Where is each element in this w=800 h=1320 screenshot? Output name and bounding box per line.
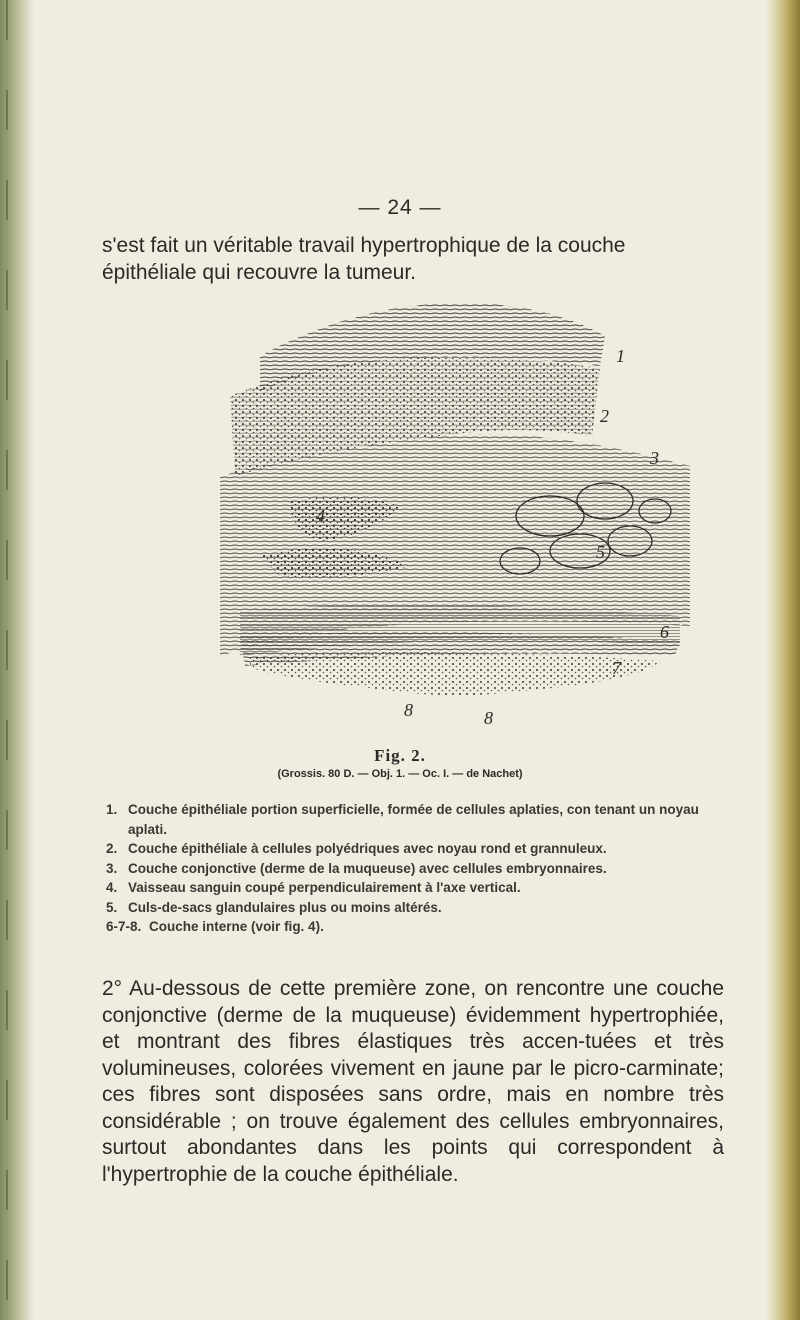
histology-figure — [220, 296, 690, 736]
scan-right-edge — [766, 0, 800, 1320]
scan-left-edge — [0, 0, 34, 1320]
intro-text: s'est fait un véritable travail hypertrophique de la couche épithéliale qui recouvre la tumeur. — [102, 234, 626, 284]
label-8b: 8 — [484, 708, 493, 728]
legend-item — [106, 839, 722, 859]
legend-number: 5. — [106, 899, 118, 915]
figure-magnification: (Grossis. 80 D. — Obj. 1. — Oc. I. — de Nachet) — [277, 768, 523, 780]
figure-legend — [106, 800, 722, 937]
legend-number: 4. — [106, 880, 118, 895]
legend-number: 1. — [106, 802, 118, 817]
label-7: 7 — [612, 658, 621, 678]
legend-text: Couche interne (voir fig. 4). — [149, 919, 324, 934]
figure-title: Fig. 2. — [374, 746, 426, 765]
page-number: — 24 — — [358, 196, 442, 219]
legend-number: 2. — [106, 841, 118, 856]
inner-scattered-cells — [250, 652, 660, 695]
label-8a: 8 — [404, 700, 413, 720]
legend-text: Couche épithéliale à cellules polyédriques avec noyau rond et grannuleux. — [128, 841, 607, 856]
legend-item — [106, 917, 722, 937]
label-4: 4 — [316, 506, 325, 526]
body-paragraph — [102, 976, 724, 1188]
intro-paragraph — [102, 232, 722, 286]
label-6: 6 — [660, 622, 669, 642]
legend-text: Couche conjonctive (derme de la muqueuse) avec cellules embryonnaires. — [128, 860, 607, 876]
body-text: 2° Au-dessous de cette première zone, on rencontre une couche conjonctive (derme de la muqueuse) évidemment hypertrophiée, et montrant des fibres élastiques très accen-tuées et très volumineuses, colorées vivement en jaune par le picro-carminate; ces fibres sont disposées sans ordre, mais en nombre très considérable ; on trouve également des cellules embryonnaires, surtout abondantes dans les points qui correspondent à l'hypertrophie de la couche épithéliale. — [102, 977, 724, 1186]
label-5: 5 — [596, 542, 605, 562]
legend-number: 6-7-8. — [106, 919, 142, 934]
legend-text: Couche épithéliale portion superficielle, formée de cellules aplaties, con tenant un noyau aplati. — [128, 802, 699, 837]
histology-illustration — [220, 296, 690, 736]
label-3: 3 — [650, 448, 659, 468]
label-1: 1 — [616, 346, 625, 366]
legend-item — [106, 878, 722, 898]
legend-text: Culs-de-sacs glandulaires plus ou moins altérés. — [128, 899, 442, 915]
legend-number: 3. — [106, 860, 118, 876]
legend-text: Vaisseau sanguin coupé perpendiculairement à l'axe vertical. — [128, 880, 521, 895]
label-2: 2 — [600, 406, 609, 426]
legend-item — [106, 800, 722, 839]
legend-item — [106, 859, 722, 879]
legend-item — [106, 898, 722, 918]
